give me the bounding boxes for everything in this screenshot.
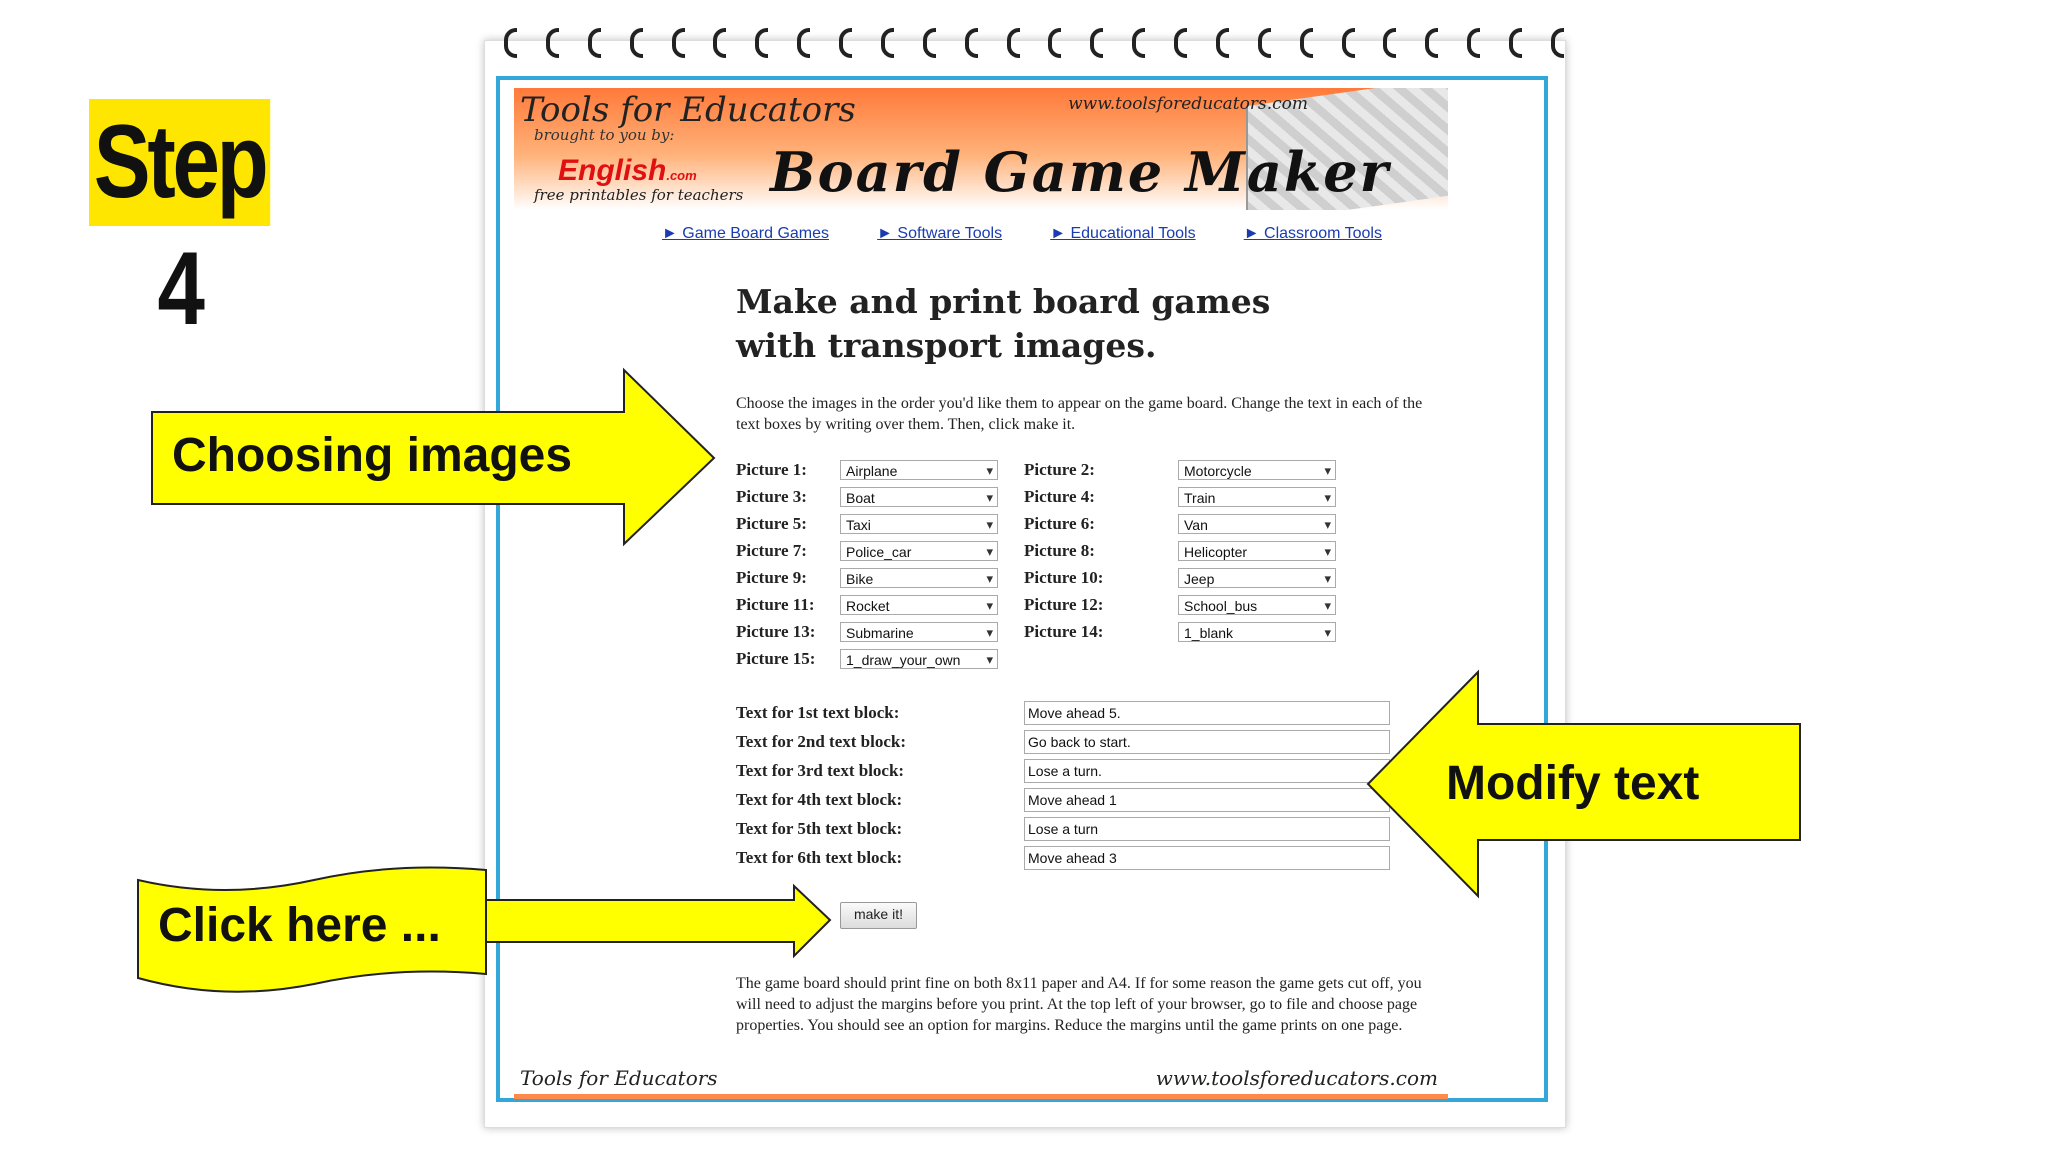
picture-label: Picture 6:	[1024, 514, 1095, 533]
text-block-label: Text for 2nd text block:	[736, 732, 906, 751]
brought-by: brought to you by:	[534, 126, 675, 144]
picture-label: Picture 5:	[736, 514, 807, 533]
picture-8-select[interactable]: Helicopter ▾	[1178, 541, 1336, 561]
picture-4-select[interactable]: Train ▾	[1178, 487, 1336, 507]
spiral-ring	[588, 28, 601, 58]
picture-6-select[interactable]: Van ▾	[1178, 514, 1336, 534]
picture-label: Picture 14:	[1024, 622, 1104, 641]
picture-15-select[interactable]: 1_draw_your_own ▾	[840, 649, 998, 669]
spiral-ring	[630, 28, 643, 58]
picture-13-select[interactable]: Submarine ▾	[840, 622, 998, 642]
text-block-1-input[interactable]: Move ahead 5.	[1024, 701, 1390, 725]
nav-link-game-board-games[interactable]: ► Game Board Games	[662, 225, 830, 242]
main-heading: Make and print board games with transport images.	[736, 282, 1271, 365]
tagline: free printables for teachers	[534, 186, 744, 204]
picture-11-select[interactable]: Rocket ▾	[840, 595, 998, 615]
footer-site-title: Tools for Educators	[520, 1066, 718, 1090]
spiral-ring	[672, 28, 685, 58]
picture-label: Picture 1:	[736, 460, 807, 479]
text-block-label: Text for 6th text block:	[736, 848, 903, 867]
picture-label: Picture 2:	[1024, 460, 1095, 479]
spiral-ring	[923, 28, 936, 58]
spiral-ring	[1174, 28, 1187, 58]
picture-7-select[interactable]: Police_car ▾	[840, 541, 998, 561]
picture-14-select[interactable]: 1_blank ▾	[1178, 622, 1336, 642]
picture-label: Picture 3:	[736, 487, 807, 506]
text-block-label: Text for 5th text block:	[736, 819, 903, 838]
spiral-ring	[1048, 28, 1061, 58]
intro-text: Choose the images in the order you'd like them to appear on the game board. Change the text in each of the text boxes by writing over them. Then, click make it.	[736, 395, 1423, 433]
english-logo[interactable]: English.com	[558, 154, 697, 187]
text-block-label: Text for 1st text block:	[736, 703, 900, 722]
make-it-button[interactable]: make it!	[840, 902, 917, 929]
nav-link-classroom-tools[interactable]: ► Classroom Tools	[1243, 225, 1382, 242]
spiral-ring	[1090, 28, 1103, 58]
text-block-4-input[interactable]: Move ahead 1	[1024, 788, 1390, 812]
spiral-ring	[546, 28, 559, 58]
spiral-ring	[713, 28, 726, 58]
nav-link-software-tools[interactable]: ► Software Tools	[877, 225, 1003, 242]
spiral-ring	[1467, 28, 1480, 58]
spiral-ring	[755, 28, 768, 58]
spiral-ring	[1007, 28, 1020, 58]
spiral-ring	[965, 28, 978, 58]
spiral-ring	[1132, 28, 1145, 58]
spiral-ring	[504, 28, 517, 58]
picture-3-select[interactable]: Boat ▾	[840, 487, 998, 507]
step-badge: Step 4	[89, 99, 270, 226]
spiral-ring	[1258, 28, 1271, 58]
text-block-label: Text for 4th text block:	[736, 790, 903, 809]
picture-label: Picture 13:	[736, 622, 816, 641]
picture-5-select[interactable]: Taxi ▾	[840, 514, 998, 534]
picture-10-select[interactable]: Jeep ▾	[1178, 568, 1336, 588]
page-footer	[514, 1060, 1448, 1099]
picture-label: Picture 7:	[736, 541, 807, 560]
site-title: Tools for Educators	[520, 90, 856, 130]
text-block-2-input[interactable]: Go back to start.	[1024, 730, 1390, 754]
spiral-ring	[1425, 28, 1438, 58]
picture-2-select[interactable]: Motorcycle ▾	[1178, 460, 1336, 480]
picture-9-select[interactable]: Bike ▾	[840, 568, 998, 588]
picture-label: Picture 9:	[736, 568, 807, 587]
picture-label: Picture 12:	[1024, 595, 1104, 614]
footer-url: www.toolsforeducators.com	[1155, 1066, 1438, 1090]
text-block-5-input[interactable]: Lose a turn	[1024, 817, 1390, 841]
picture-1-select[interactable]: Airplane ▾	[840, 460, 998, 480]
spiral-ring	[1509, 28, 1522, 58]
text-block-3-input[interactable]: Lose a turn.	[1024, 759, 1390, 783]
spiral-ring	[1216, 28, 1229, 58]
spiral-ring	[1383, 28, 1396, 58]
page-title: Board Game Maker	[770, 140, 1391, 204]
spiral-ring	[1551, 28, 1564, 58]
text-block-label: Text for 3rd text block:	[736, 761, 905, 780]
nav-link-educational-tools[interactable]: ► Educational Tools	[1050, 225, 1196, 242]
picture-label: Picture 15:	[736, 649, 816, 668]
print-note: The game board should print fine on both 8x11 paper and A4. If for some reason the game gets cut off, you will need to adjust the margins before you print. At the top left of your browser, go to file and choose page properties. You should see an option for margins. Reduce the margins until the game prints on one page.	[736, 975, 1422, 1034]
site-url: www.toolsforeducators.com	[1068, 94, 1308, 114]
spiral-binding	[504, 28, 1564, 66]
nav-bar	[662, 225, 1382, 243]
choosing-images-label: Choosing images	[172, 429, 573, 482]
spiral-ring	[881, 28, 894, 58]
text-block-6-input[interactable]: Move ahead 3	[1024, 846, 1390, 870]
spiral-ring	[1342, 28, 1355, 58]
site-banner	[514, 88, 1448, 210]
picture-label: Picture 4:	[1024, 487, 1095, 506]
picture-label: Picture 8:	[1024, 541, 1095, 560]
picture-label: Picture 10:	[1024, 568, 1104, 587]
modify-text-label: Modify text	[1446, 757, 1700, 810]
picture-label: Picture 11:	[736, 595, 815, 614]
click-here-label: Click here ...	[158, 899, 441, 952]
spiral-ring	[839, 28, 852, 58]
picture-12-select[interactable]: School_bus ▾	[1178, 595, 1336, 615]
spiral-ring	[797, 28, 810, 58]
spiral-ring	[1300, 28, 1313, 58]
